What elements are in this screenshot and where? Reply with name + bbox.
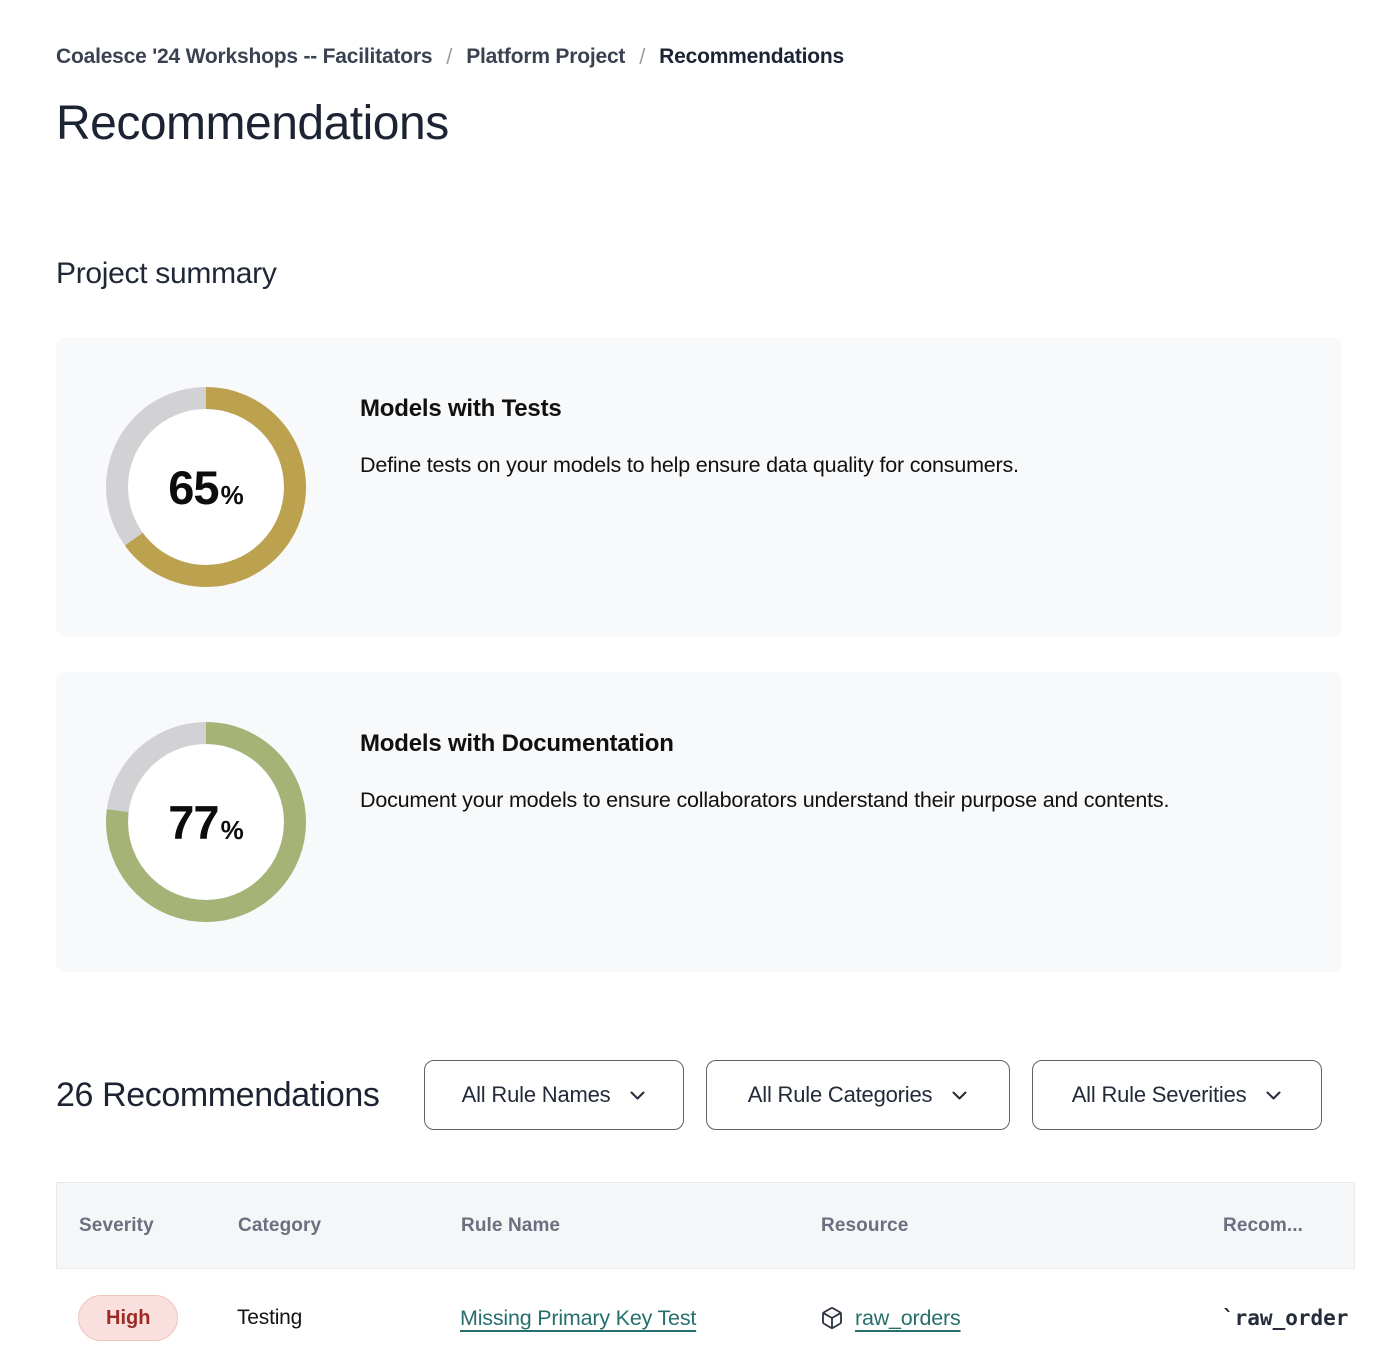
filter-rule-categories-label: All Rule Categories: [747, 1082, 933, 1108]
recommendation-cell: `raw_order: [1222, 1306, 1349, 1331]
severity-badge-high: High: [78, 1295, 178, 1341]
filter-rule-names-label: All Rule Names: [461, 1082, 611, 1108]
tests-card-text: [360, 387, 1019, 482]
breadcrumb-item-platform-project[interactable]: Platform Project: [466, 45, 626, 68]
recommendations-toolbar: [56, 1060, 1398, 1130]
docs-percent-value: 77: [168, 795, 219, 849]
filter-rule-names-dropdown[interactable]: [424, 1060, 684, 1130]
resource-link[interactable]: raw_orders: [855, 1305, 961, 1330]
breadcrumb-item-recommendations: Recommendations: [659, 45, 845, 68]
tests-card-title: Models with Tests: [360, 395, 562, 423]
column-header-category: Category: [238, 1214, 322, 1236]
breadcrumb-item-workshops[interactable]: Coalesce '24 Workshops -- Facilitators: [56, 45, 433, 68]
rule-name-link[interactable]: Missing Primary Key Test: [460, 1305, 697, 1330]
chevron-down-icon: [630, 1091, 645, 1100]
filter-rule-severities-label: All Rule Severities: [1071, 1082, 1247, 1108]
summary-card-models-with-documentation: [56, 672, 1342, 972]
chevron-down-icon: [952, 1091, 967, 1100]
docs-card-title: Models with Documentation: [360, 730, 674, 758]
column-header-rule-name: Rule Name: [461, 1214, 561, 1236]
tests-donut-label: [106, 387, 306, 587]
tests-donut-chart: [106, 387, 306, 587]
project-summary-heading: Project summary: [56, 257, 277, 291]
recommendations-table: [56, 1182, 1355, 1350]
table-row: [56, 1269, 1355, 1350]
tests-card-description: Define tests on your models to help ensure data quality for consumers.: [360, 453, 1019, 478]
recommendations-count-heading: 26 Recommendations: [56, 1075, 380, 1114]
docs-donut-chart: [106, 722, 306, 922]
docs-card-description: Document your models to ensure collaborators understand their purpose and contents.: [360, 788, 1170, 813]
docs-card-text: [360, 722, 1169, 817]
tests-percent-value: 65: [168, 460, 219, 514]
chevron-down-icon: [1266, 1091, 1281, 1100]
breadcrumb-separator: /: [639, 44, 646, 69]
filters: [424, 1060, 1322, 1130]
severity-cell: [78, 1295, 237, 1341]
breadcrumb: [56, 44, 1398, 70]
resource-cell: [820, 1306, 1222, 1331]
column-header-severity: Severity: [79, 1214, 154, 1236]
docs-donut-label: [106, 722, 306, 922]
filter-rule-categories-dropdown[interactable]: [706, 1060, 1010, 1130]
column-header-recommendation: Recom...: [1223, 1214, 1303, 1236]
filter-rule-severities-dropdown[interactable]: [1032, 1060, 1322, 1130]
breadcrumb-separator: /: [446, 44, 453, 69]
tests-percent-unit: %: [220, 479, 244, 510]
page-title: Recommendations: [56, 97, 449, 150]
rule-name-cell: [460, 1306, 820, 1331]
column-header-resource: Resource: [821, 1214, 909, 1236]
docs-percent-unit: %: [220, 814, 244, 845]
table-header-row: [56, 1182, 1355, 1269]
category-cell: Testing: [237, 1306, 303, 1330]
model-box-icon: [820, 1306, 844, 1330]
summary-card-models-with-tests: [56, 337, 1342, 637]
